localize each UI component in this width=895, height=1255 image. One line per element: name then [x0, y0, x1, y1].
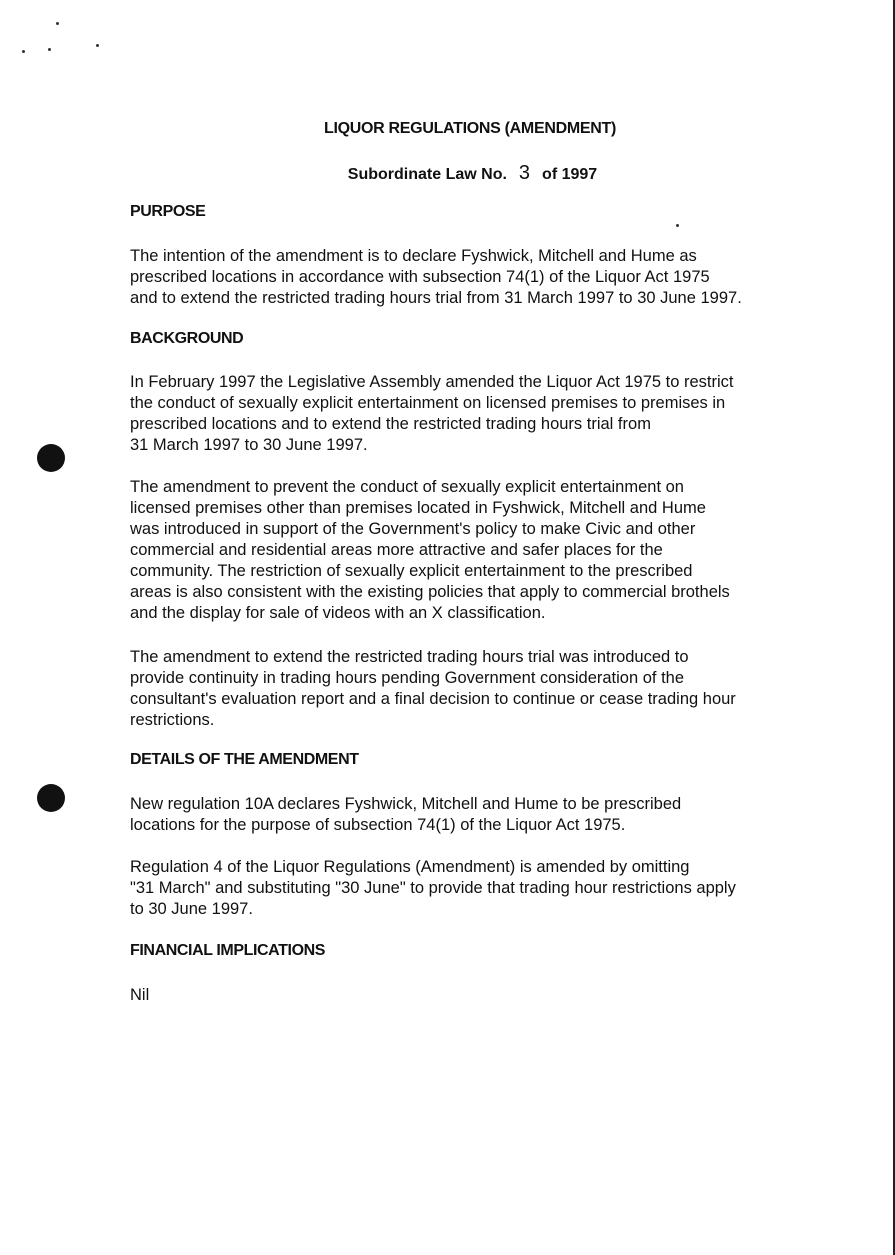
text-line: was introduced in support of the Government's policy to make Civic and other — [130, 520, 696, 538]
scan-speck — [676, 224, 679, 227]
financial-text: Nil — [130, 986, 150, 1004]
text-line: and the display for sale of videos with an X classification. — [130, 604, 546, 622]
background-paragraph-3 — [130, 647, 820, 731]
purpose-heading: PURPOSE — [130, 203, 206, 220]
background-paragraph-1 — [130, 372, 820, 456]
text-line: "31 March" and substituting "30 June" to provide that trading hour restrictions apply — [130, 879, 736, 897]
text-line: the conduct of sexually explicit entertainment on licensed premises to premises in — [130, 394, 726, 412]
details-heading: DETAILS OF THE AMENDMENT — [130, 751, 359, 768]
background-heading: BACKGROUND — [130, 330, 244, 347]
text-line: prescribed locations in accordance with subsection 74(1) of the Liquor Act 1975 — [130, 268, 710, 286]
text-line: The amendment to prevent the conduct of sexually explicit entertainment on — [130, 478, 684, 496]
text-line: consultant's evaluation report and a final decision to continue or cease trading hour — [130, 690, 736, 708]
scan-speck — [48, 48, 51, 51]
text-line: commercial and residential areas more attractive and safer places for the — [130, 541, 663, 559]
sublaw-suffix: of 1997 — [542, 166, 598, 183]
purpose-paragraph — [130, 246, 820, 309]
scan-speck — [56, 22, 59, 25]
sublaw-prefix: Subordinate Law No. — [347, 166, 507, 183]
text-line: The intention of the amendment is to declare Fyshwick, Mitchell and Hume as — [130, 247, 697, 265]
text-line: Regulation 4 of the Liquor Regulations (Amendment) is amended by omitting — [130, 858, 690, 876]
text-line: The amendment to extend the restricted trading hours trial was introduced to — [130, 648, 689, 666]
document-title: LIQUOR REGULATIONS (AMENDMENT) — [323, 120, 617, 137]
subordinate-law-number — [0, 162, 895, 185]
background-paragraph-2 — [130, 477, 820, 624]
details-paragraph-2 — [130, 857, 820, 920]
text-line: to 30 June 1997. — [130, 900, 253, 918]
details-paragraph-1 — [130, 794, 820, 836]
text-line: areas is also consistent with the existing policies that apply to commercial brothels — [130, 583, 730, 601]
text-line: New regulation 10A declares Fyshwick, Mitchell and Hume to be prescribed — [130, 795, 682, 813]
punch-hole-top — [37, 444, 65, 472]
text-line: provide continuity in trading hours pending Government consideration of the — [130, 669, 685, 687]
financial-heading: FINANCIAL IMPLICATIONS — [130, 942, 326, 959]
text-line: community. The restriction of sexually explicit entertainment to the prescribed — [130, 562, 693, 580]
text-line: prescribed locations and to extend the restricted trading hours trial from — [130, 415, 651, 433]
text-line: In February 1997 the Legislative Assembly amended the Liquor Act 1975 to restrict — [130, 373, 734, 391]
text-line: licensed premises other than premises located in Fyshwick, Mitchell and Hume — [130, 499, 706, 517]
text-line: and to extend the restricted trading hours trial from 31 March 1997 to 30 June 1997. — [130, 289, 742, 307]
text-line: restrictions. — [130, 711, 215, 729]
sublaw-number: 3 — [518, 162, 531, 184]
text-line: 31 March 1997 to 30 June 1997. — [130, 436, 368, 454]
punch-hole-bottom — [37, 784, 65, 812]
scan-speck — [96, 44, 99, 47]
text-line: locations for the purpose of subsection 74(1) of the Liquor Act 1975. — [130, 816, 626, 834]
scan-speck — [22, 50, 25, 53]
